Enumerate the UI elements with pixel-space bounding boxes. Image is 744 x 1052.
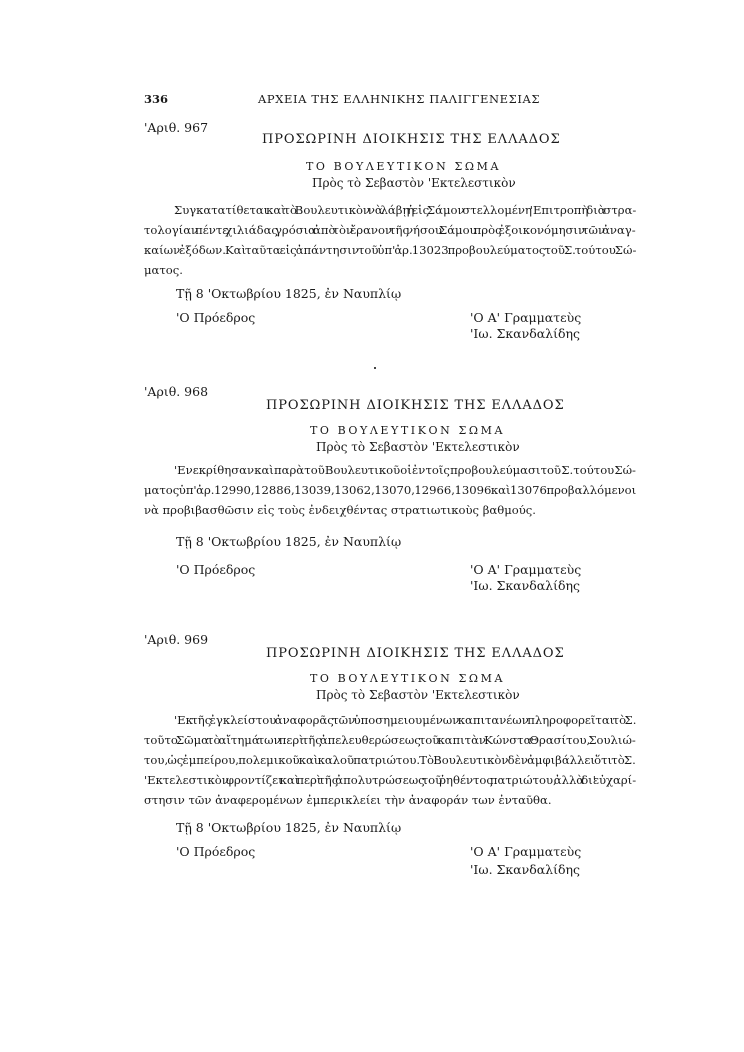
running-title: ΑΡΧΕΙΑ ΤΗΣ ΕΛΛΗΝΙΚΗΣ ΠΑΛΙΓΓΕΝΕΣΙΑΣ (258, 92, 541, 106)
issuing-body: ΤΟ ΒΟΥΛΕΥΤΙΚΟΝ ΣΩΜΑ (310, 424, 505, 437)
issuing-body: ΤΟ ΒΟΥΛΕΥΤΙΚΟΝ ΣΩΜΑ (306, 160, 501, 173)
text-line: ματος. (144, 263, 183, 277)
government-heading: ΠΡΟΣΩΡΙΝΗ ΔΙΟΙΚΗΣΙΣ ΤΗΣ ΕΛΛΑΔΟΣ (266, 398, 565, 413)
document-number: 'Αριθ. 968 (144, 384, 209, 399)
secretary-title: 'Ο Α' Γραμματεὺς (470, 562, 582, 577)
secretary-name: 'Ιω. Σκανδαλίδης (470, 862, 581, 877)
document-number: 'Αριθ. 969 (144, 632, 209, 647)
text-line: στησιν τῶν ἀναφερομένων ἐμπερικλείει τὴν ἀναφοράν των ἐνταῦθα. (144, 793, 552, 807)
secretary-name: 'Ιω. Σκανδαλίδης (470, 326, 581, 341)
government-heading: ΠΡΟΣΩΡΙΝΗ ΔΙΟΙΚΗΣΙΣ ΤΗΣ ΕΛΛΑΔΟΣ (266, 646, 565, 661)
document-date: Τῇ 8 'Οκτωβρίου 1825, ἐν Ναυπλίῳ (176, 286, 402, 301)
addressee: Πρὸς τὸ Σεβαστὸν 'Εκτελεστικὸν (316, 440, 520, 454)
print-speck (374, 367, 376, 369)
secretary-title: 'Ο Α' Γραμματεὺς (470, 310, 582, 325)
text-line: Συγκατατίθεται καὶ τὸ Βουλευτικὸν νὰ λάβῃ ἡ εἰς Σάμον στελλομένη 'Επιτροπὴ διὰ στρα- (174, 203, 637, 217)
document-text (144, 460, 636, 520)
text-line: τολογίαν πέντε χιλιάδας γρόσια ἀπὸ τὸν ἔρανον τῆς νήσου Σάμου πρὸς ἐξοικονόμησιν τῶν ἀναγ- (144, 223, 636, 237)
government-heading: ΠΡΟΣΩΡΙΝΗ ΔΙΟΙΚΗΣΙΣ ΤΗΣ ΕΛΛΑΔΟΣ (262, 132, 561, 147)
issuing-body: ΤΟ ΒΟΥΛΕΥΤΙΚΟΝ ΣΩΜΑ (310, 672, 505, 685)
secretary-name: 'Ιω. Σκανδαλίδης (470, 578, 581, 593)
president-signature: 'Ο Πρόεδρος (176, 562, 256, 577)
president-signature: 'Ο Πρόεδρος (176, 844, 256, 859)
secretary-title: 'Ο Α' Γραμματεὺς (470, 844, 582, 859)
text-line: 'Εκτελεστικὸν φροντίζει καὶ περὶ τῆς ἀπολυτρώσεως τοῦ ῥηθέντος πατριώτου, ἀλλὰ δι' εὐχαρί- (144, 773, 637, 787)
document-date: Τῇ 8 'Οκτωβρίου 1825, ἐν Ναυπλίῳ (176, 820, 402, 835)
page-number: 336 (144, 92, 169, 106)
document-date: Τῇ 8 'Οκτωβρίου 1825, ἐν Ναυπλίῳ (176, 534, 402, 549)
document-text (144, 710, 636, 810)
text-line: νὰ προβιβασθῶσιν εἰς τοὺς ἐνδειχθέντας στρατιωτικοὺς βαθμούς. (144, 503, 536, 517)
text-line: 'Εκ τῆς ἐγκλείστου ἀναφορᾶς τῶν ὑποσημειουμένων καπιτανέων πληροφορεῖται τὸ Σ. (174, 713, 637, 727)
text-line: ματος ὑπ' ἀρ. 12990, 12886, 13039, 13062, 13070, 12966, 13096 καὶ 13076 προβαλλόμενοι (144, 483, 637, 497)
text-line: του, ὡς ἐμπείρου, πολεμικοῦ καὶ καλοῦ πατριώτου. Τὸ Βουλευτικὸν δὲν ἀμφιβάλλει ὅτι τὸ Σ. (144, 753, 636, 767)
text-line: καίων ἐξόδων. Καὶ ταῦτα εἰς ἀπάντησιν τοῦ ὑπ' ἀρ. 13023 προβουλεύματος τοῦ Σ. τούτου Σώ- (144, 243, 637, 257)
text-line: τοῦτο Σῶμα τὸ αἴτημά των περὶ τῆς ἀπελευθερώσεως τοῦ καπιτὰν Κώνστα Θρασίτου, Σουλιώ- (144, 733, 636, 747)
document-text (144, 200, 636, 280)
text-line: 'Ενεκρίθησαν καὶ παρὰ τοῦ Βουλευτικοῦ οἱ ἐν τοῖς προβουλεύμασι τοῦ Σ. τούτου Σώ- (174, 463, 636, 477)
addressee: Πρὸς τὸ Σεβαστὸν 'Εκτελεστικὸν (312, 176, 516, 190)
president-signature: 'Ο Πρόεδρος (176, 310, 256, 325)
addressee: Πρὸς τὸ Σεβαστὸν 'Εκτελεστικὸν (316, 688, 520, 702)
document-number: 'Αριθ. 967 (144, 120, 209, 135)
